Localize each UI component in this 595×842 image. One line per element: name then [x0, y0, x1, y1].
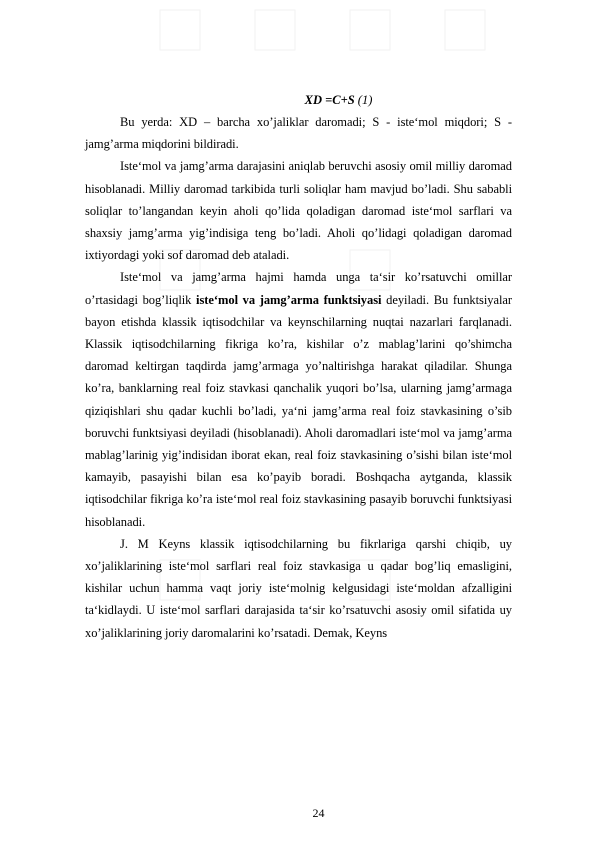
- paragraph-text-before: Iste‘mol va jamg’arma hajmi hamda unga ta‘sir ko’rsatuvchi omillar o’rtasidagi bog’liqlik: [85, 270, 512, 307]
- paragraph-national-income: Iste‘mol va jamg’arma darajasini aniqlab beruvchi asosiy omil milliy daromad hisoblanadi. Milliy daromad tarkibida turli soliqlar ham mavjud bo’ladi. Shu sababli soliqlar to’langandan keyin aholi qo’lida qoladigan daromad iste‘mol sarflari va shaxsiy jamg’arma yig’indisiga teng bo’ladi. Aholi qo’lidagi qoladigan daromad ixtiyordagi yoki sof daromad deb ataladi.: [85, 159, 512, 263]
- formula-number: (1): [357, 93, 373, 107]
- document-body: [85, 89, 512, 644]
- formula: [85, 89, 512, 111]
- paragraph-definition: Bu yerda: XD – barcha xo’jaliklar daromadi; S - iste‘mol miqdori; S - jamg’arma miqdorini bildiradi.: [85, 115, 512, 152]
- formula-expression: XD =C+S: [304, 93, 355, 107]
- page-number: 24: [312, 806, 325, 820]
- bold-term: iste‘mol va jamg’arma funktsiyasi: [196, 292, 382, 307]
- paragraph-keynes: J. M Keyns klassik iqtisodchilarning bu fikrlariga qarshi chiqib, uy xo’jaliklarining iste‘mol sarflari real foiz stavkasiga u qadar bog’liq emasligini, kishilar uchun hamma vaqt joriy iste‘molnig kelgusidagi iste‘moldan afzalligini ta‘kidlaydi. U iste‘mol sarflari darajasida ta‘sir ko’rsatuvchi asosiy omil sifatida uy xo’jaliklarining joriy daromalarini ko’rsatadi. Demak, Keyns: [85, 536, 512, 640]
- paragraph-text-after: deyiladi. Bu funktsiyalar bayon etishda klassik iqtisodchilar va keynschilarning nuqtai nazarlari farqlanadi. Klassik iqtisodchilarning fikriga ko’ra, kishilar o’z mablag’larini qo’shimcha daromad keltirgan taqdirda jamg’armaga yo’naltirishga harakat qiladilar. Shunga ko’ra, banklarning real foiz stavkasi qanchalik yuqori bo’lsa, ularning jamg’armaga qiziqishlari shu qadar kuchli bo’ladi, ya‘ni jamg’arma real foiz stavkasining o’sib boruvchi funktsiyasi deyiladi (hisoblanadi). Aholi daromadlari iste‘mol va jamg’arma mablag’larinig yig’indisidan iborat ekan, real foiz stavkasining o’sishi bilan iste‘mol kamayib, pasayishi bilan esa ko’payib boradi. Boshqacha aytganda, klassik iqtisodchilar fikriga ko’ra iste‘mol real foiz stavkasining pasayib boruvchi funktsiyasi hisoblanadi.: [85, 292, 512, 529]
- paragraph-consumption-function: [85, 266, 512, 532]
